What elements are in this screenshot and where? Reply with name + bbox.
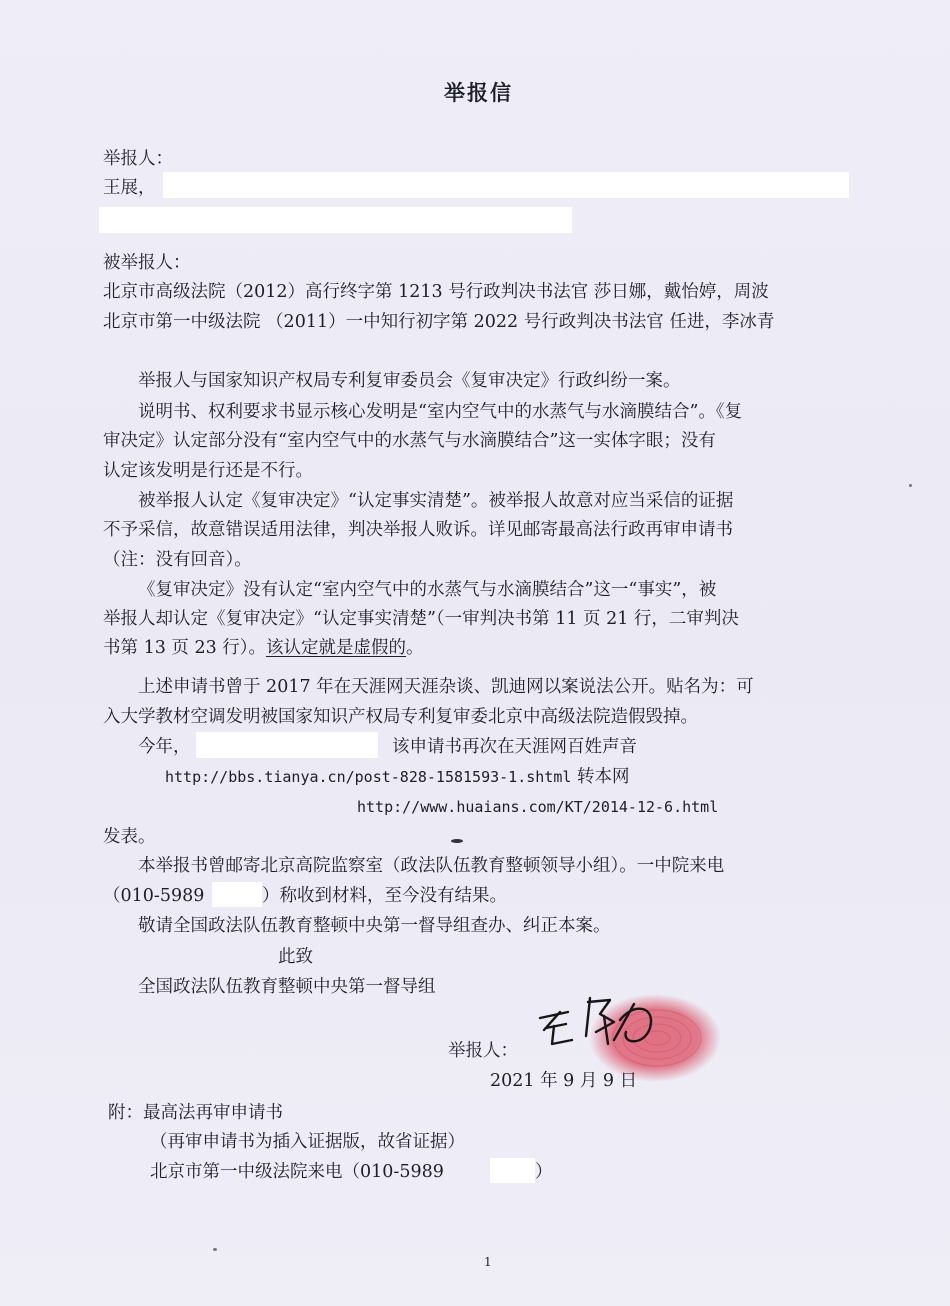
reporter-heading: 举报人： bbox=[103, 149, 173, 169]
accused-line-2: 北京市第一中级法院 （2011）一中知行初字第 2022 号行政判决书法官 任进，李冰青 bbox=[103, 312, 775, 332]
paragraph-2-line-3: 认定该发明是行还是不行。 bbox=[103, 461, 313, 481]
paragraph-7-phone: （010-5989 bbox=[103, 886, 205, 906]
paragraph-6-start: 今年， bbox=[138, 737, 191, 757]
attachment-title: 附：最高法再审申请书 bbox=[108, 1103, 283, 1123]
closing-phrase: 此致 bbox=[278, 947, 313, 967]
page-number: 1 bbox=[484, 1255, 492, 1269]
accused-heading: 被举报人： bbox=[103, 253, 191, 273]
reporter-name: 王展， bbox=[103, 178, 156, 198]
url-line-1 bbox=[165, 766, 629, 788]
date: 2021 年 9 月 9 日 bbox=[490, 1071, 638, 1091]
scan-speck bbox=[451, 839, 463, 843]
redaction-reporter-address bbox=[99, 207, 572, 233]
redaction-name bbox=[196, 732, 378, 758]
paragraph-7-line-1: 本举报书曾邮寄北京高院监察室（政法队伍教育整顿领导小组）。一中院来电 bbox=[138, 856, 725, 876]
scan-speck bbox=[909, 484, 912, 487]
paragraph-5-line-1: 上述申请书曾于 2017 年在天涯网天涯杂谈、凯迪网以案说法公开。贴名为：可 bbox=[138, 677, 754, 697]
handwritten-signature bbox=[530, 992, 670, 1062]
huaians-url: http://www.huaians.com/KT/2014-12-6.html bbox=[357, 798, 719, 816]
redaction-phone-2 bbox=[490, 1158, 535, 1183]
paragraph-4-line-1: 《复审决定》没有认定“室内空气中的水蒸气与水滴膜结合”这一“事实”，被 bbox=[138, 580, 717, 600]
recipient: 全国政法队伍教育整顿中央第一督导组 bbox=[138, 977, 436, 997]
scan-speck bbox=[213, 1248, 217, 1251]
paragraph-2-line-2: 审决定》认定部分没有“室内空气中的水蒸气与水滴膜结合”这一实体字眼；没有 bbox=[103, 431, 716, 451]
paragraph-5-line-2: 入大学教材空调发明被国家知识产权局专利复审委北京中高级法院造假毁掉。 bbox=[103, 707, 698, 727]
paragraph-4-end: 。 bbox=[406, 638, 424, 658]
paragraph-4-line-2: 举报人却认定《复审决定》“认定事实清楚”（一审判决书第 11 页 21 行，二审判决 bbox=[103, 609, 739, 629]
paragraph-4-text: 书第 13 页 23 行）。 bbox=[103, 638, 267, 658]
url-1-suffix: 转本网 bbox=[576, 767, 630, 787]
paragraph-3-line-1: 被举报人认定《复审决定》“认定事实清楚”。被举报人故意对应当采信的证据 bbox=[138, 491, 734, 511]
attachment-phone-end: ） bbox=[535, 1162, 553, 1182]
paragraph-4-line-3 bbox=[103, 637, 424, 659]
paragraph-3-line-3: （注：没有回音）。 bbox=[103, 550, 252, 570]
attachment-phone: 北京市第一中级法院来电（010-5989 bbox=[150, 1162, 444, 1182]
paragraph-3-line-2: 不予采信，故意错误适用法律，判决举报人败诉。详见邮寄最高法行政再审申请书 bbox=[103, 520, 733, 540]
underlined-claim: 该认定就是虚假的 bbox=[266, 638, 407, 658]
paragraph-7-line-2: ）称收到材料，至今没有结果。 bbox=[262, 886, 507, 906]
paragraph-1: 举报人与国家知识产权局专利复审委员会《复审决定》行政纠纷一案。 bbox=[138, 371, 681, 391]
redaction-phone-1 bbox=[212, 882, 262, 907]
tianya-url: http://bbs.tianya.cn/post-828-1581593-1.shtml bbox=[165, 768, 572, 786]
document-title: 举报信 bbox=[444, 81, 513, 105]
paragraph-6-text: 该申请书再次在天涯网百姓声音 bbox=[392, 737, 637, 757]
redaction-reporter-info bbox=[163, 172, 849, 198]
signature-label: 举报人： bbox=[448, 1041, 518, 1061]
paragraph-6-end: 发表。 bbox=[103, 827, 156, 847]
paragraph-8: 敬请全国政法队伍教育整顿中央第一督导组查办、纠正本案。 bbox=[138, 916, 611, 936]
paragraph-2-line-1: 说明书、权利要求书显示核心发明是“室内空气中的水蒸气与水滴膜结合”。《复 bbox=[138, 402, 743, 422]
accused-line-1: 北京市高级法院（2012）高行终字第 1213 号行政判决书法官 莎日娜，戴怡婷，周波 bbox=[103, 282, 769, 302]
attachment-note: （再审申请书为插入证据版，故省证据） bbox=[150, 1132, 465, 1152]
